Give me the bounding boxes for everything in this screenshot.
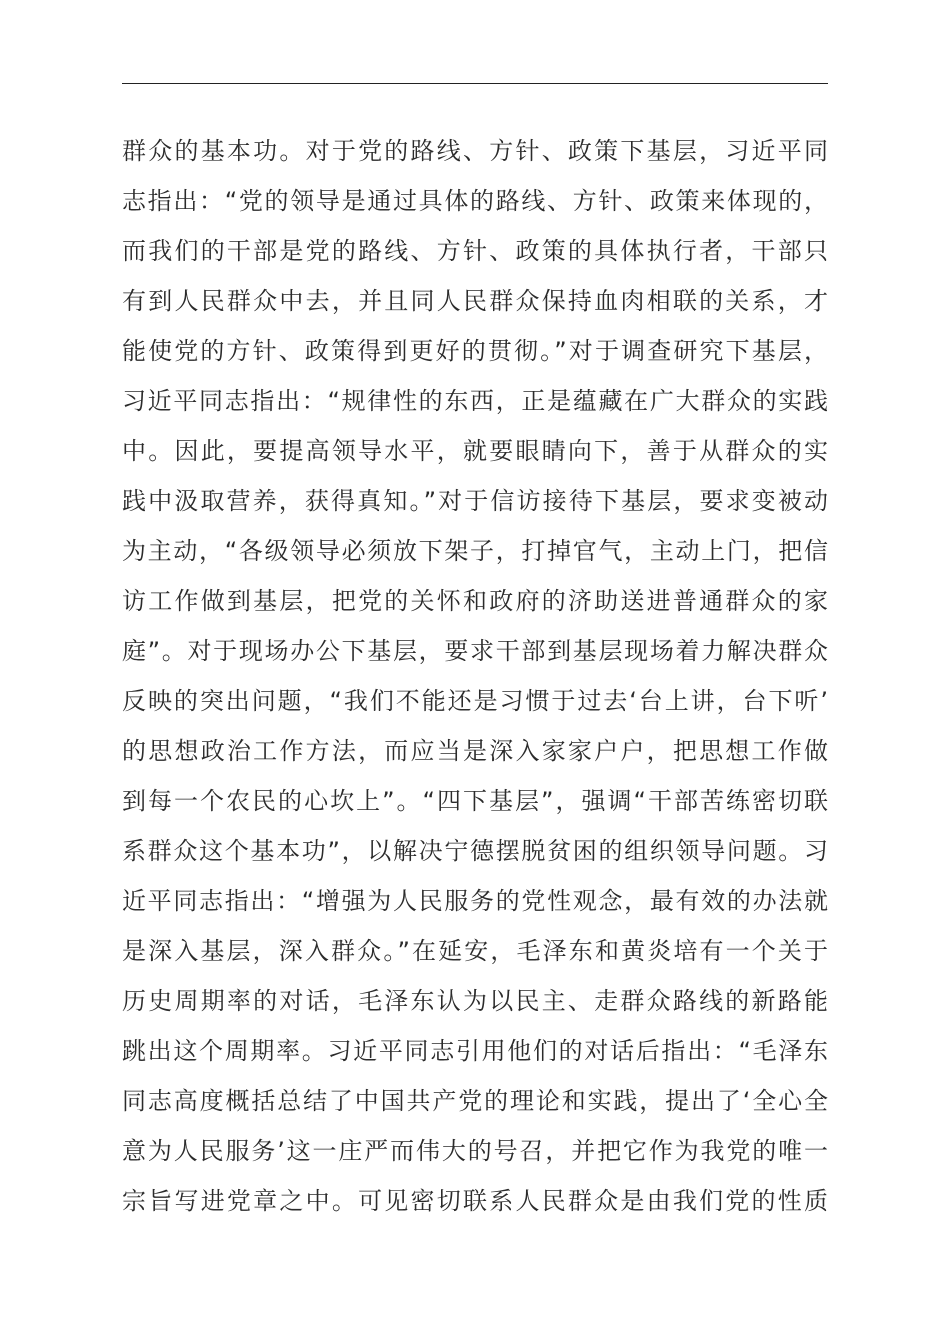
text-line: 为主动，“各级领导必须放下架子，打掉官气，主动上门，把信	[122, 537, 828, 565]
header-rule	[122, 83, 828, 84]
text-line: 宗旨写进党章之中。可见密切联系人民群众是由我们党的性质	[122, 1187, 828, 1215]
text-line: 庭”。对于现场办公下基层，要求干部到基层现场着力解决群众	[122, 637, 828, 665]
text-line: 中。因此，要提高领导水平，就要眼睛向下，善于从群众的实	[122, 437, 828, 465]
text-line: 反映的突出问题，“我们不能还是习惯于过去‘台上讲，台下听’	[122, 687, 828, 715]
text-line: 习近平同志指出：“规律性的东西，正是蕴藏在广大群众的实践	[122, 387, 828, 415]
body-paragraph	[122, 126, 828, 1226]
text-line: 有到人民群众中去，并且同人民群众保持血肉相联的关系，才	[122, 287, 828, 315]
text-line: 而我们的干部是党的路线、方针、政策的具体执行者，干部只	[122, 237, 828, 265]
text-line: 系群众这个基本功”，以解决宁德摆脱贫困的组织领导问题。习	[122, 837, 828, 865]
text-line: 历史周期率的对话，毛泽东认为以民主、走群众路线的新路能	[122, 987, 828, 1015]
text-line: 同志高度概括总结了中国共产党的理论和实践，提出了‘全心全	[122, 1087, 828, 1115]
text-line: 践中汲取营养，获得真知。”对于信访接待下基层，要求变被动	[122, 487, 828, 515]
text-line: 到每一个农民的心坎上”。“四下基层”，强调“干部苦练密切联	[122, 787, 828, 815]
text-line: 访工作做到基层，把党的关怀和政府的济助送进普通群众的家	[122, 587, 828, 615]
text-line: 群众的基本功。对于党的路线、方针、政策下基层，习近平同	[122, 137, 828, 165]
text-line: 意为人民服务’这一庄严而伟大的号召，并把它作为我党的唯一	[122, 1137, 828, 1165]
text-line: 跳出这个周期率。习近平同志引用他们的对话后指出：“毛泽东	[122, 1037, 828, 1065]
text-line: 的思想政治工作方法，而应当是深入家家户户，把思想工作做	[122, 737, 828, 765]
text-line: 是深入基层，深入群众。”在延安，毛泽东和黄炎培有一个关于	[122, 937, 828, 965]
text-line: 近平同志指出：“增强为人民服务的党性观念，最有效的办法就	[122, 887, 828, 915]
text-line: 能使党的方针、政策得到更好的贯彻。”对于调查研究下基层，	[122, 337, 828, 365]
text-line: 志指出：“党的领导是通过具体的路线、方针、政策来体现的，	[122, 187, 828, 215]
